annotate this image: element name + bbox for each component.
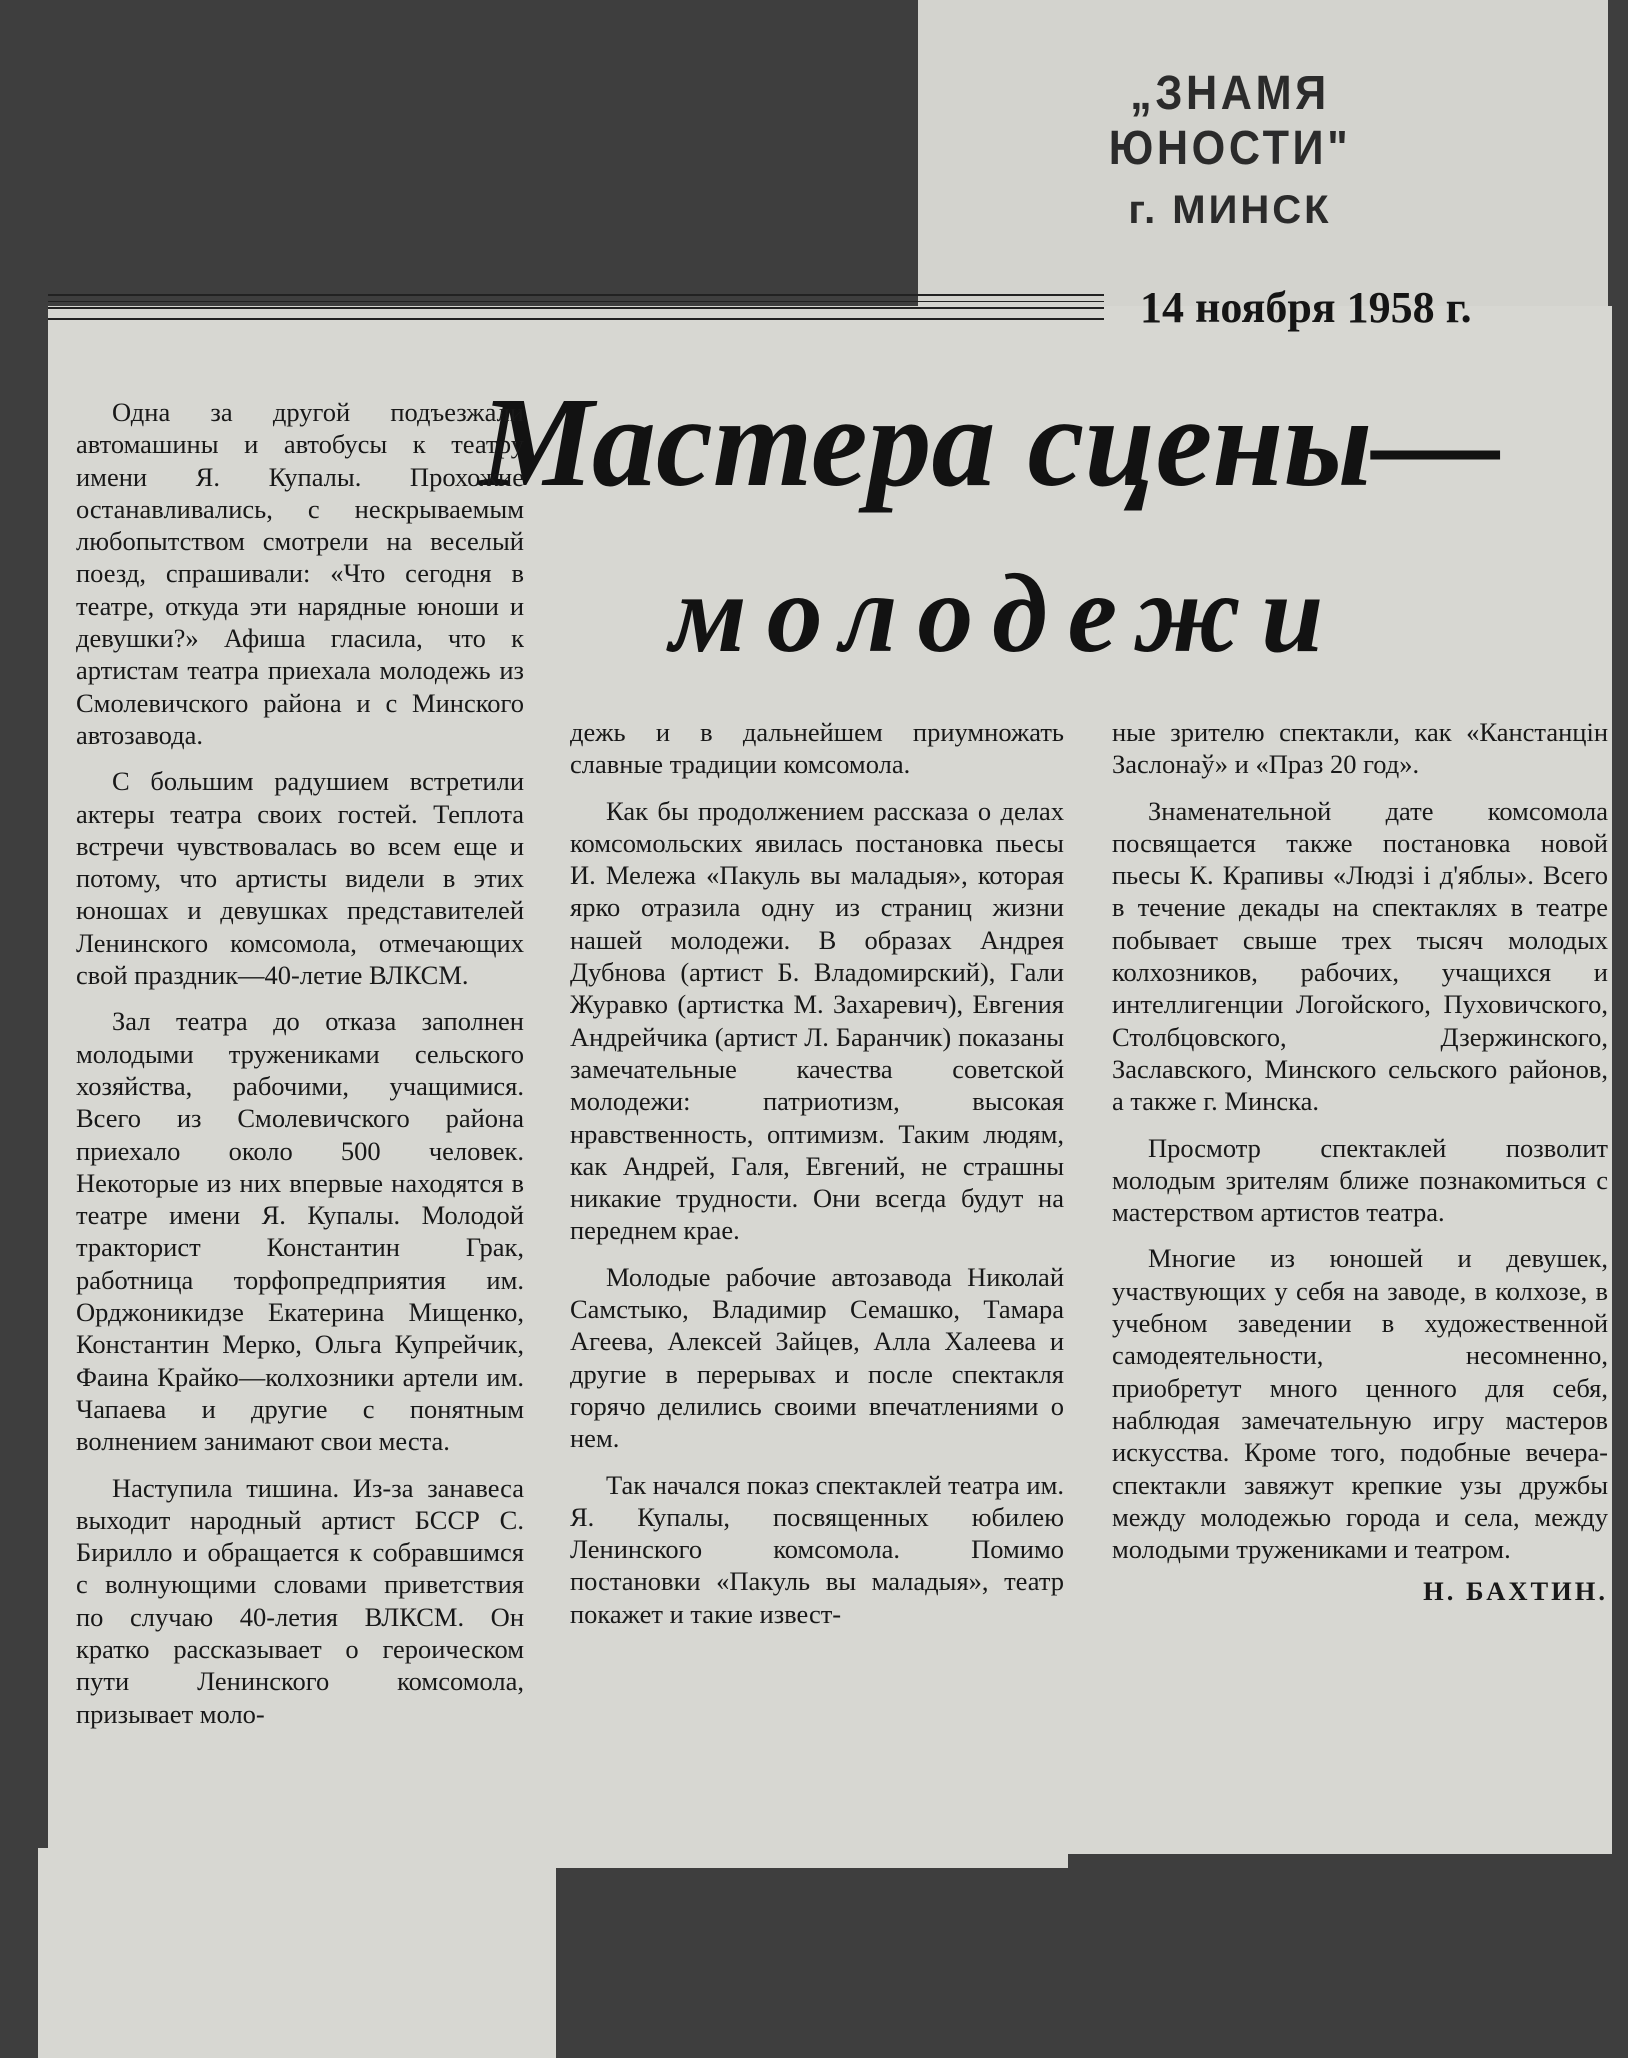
paragraph: Как бы продолжением рассказа о делах комсомольских явилась постановка пьесы И. Мележа «Пакуль вы маладыя», которая ярко отразила одну из страниц жизни нашей молодежи. В образах Андрея Дубнова (артист Б. Владомирский), Гали Журавко (артистка М. Захаревич), Евгения Андрейчика (артист Л. Баранчик) показаны замечательные качества советской молодежи: патриотизм, высокая нравственность, оптимизм. Таким людям, как Андрей, Галя, Евгений, не страшны никакие трудности. Они всегда будут на переднем крае. <box>570 795 1064 1246</box>
newspaper-name: „ЗНАМЯ ЮНОСТИ" <box>1108 67 1352 175</box>
paragraph: Зал театра до отказа заполнен молодыми тружениками сельского хозяйства, рабочими, учащимися. Всего из Смолевичского района приехало около 500 человек. Некоторые из них впервые находятся в театре имени Я. Купалы. Молодой тракторист Константин Грак, работница торфопредприятия им. Орджоникидзе Екатерина Мищенко, Константин Мерко, Ольга Купрейчик, Фаина Крайко—колхозники артели им. Чапаева и другие с понятным волнением занимают свои места. <box>76 1006 524 1457</box>
paragraph: ные зрителю спектакли, как «Канстанцін Заслонаў» и «Праз 20 год». <box>1112 717 1608 780</box>
article-column-1 <box>76 396 524 1730</box>
publication-date: 14 ноября 1958 г. <box>1140 283 1472 332</box>
header-rule-lines <box>48 294 1104 320</box>
newspaper-stamp <box>1000 66 1460 233</box>
clipping-left-tail-paper <box>38 1848 556 2058</box>
paragraph: Молодые рабочие автозавода Николай Самстыко, Владимир Семашко, Тамара Агеева, Алексей Зайцев, Алла Халеева и другие в перерывах и после спектакля горячо делились своими впечатлениями о нем. <box>570 1261 1064 1454</box>
paragraph: Одна за другой подъезжали автомашины и автобусы к театру имени Я. Купалы. Прохожие останавливались, с нескрываемым любопытством смотрели на веселый поезд, спрашивали: «Что сегодня в театре, откуда эти нарядные юноши и девушки?» Афиша гласила, что к артистам театра приехала молодежь из Смолевичского района и с Минского автозавода. <box>76 397 524 750</box>
paragraph: дежь и в дальнейшем приумножать славные традиции комсомола. <box>570 717 1064 780</box>
headline-line-2: молодежи <box>670 552 1344 676</box>
article-column-2 <box>570 716 1064 1630</box>
headline-line-1: Мастера сцены— <box>480 371 1501 513</box>
paragraph: Просмотр спектаклей позволит молодым зрителям ближе познакомиться с мастерством артистов театра. <box>1112 1132 1608 1228</box>
clipping-mid-tail-paper <box>556 1848 1068 1868</box>
article-author: Н. БАХТИН. <box>1423 1576 1608 1607</box>
paragraph: Знаменательной дате комсомола посвящается также постановка новой пьесы К. Крапивы «Людзі і д'яблы». Всего в течение декады на спектаклях в театре побывает свыше трех тысяч молодых колхозников, рабочих, учащихся и интеллигенции Логойского, Пуховичского, Столбцовского, Дзержинского, Заславского, Минского сельского районов, а также г. Минска. <box>1112 795 1608 1117</box>
paragraph: Так начался показ спектаклей театра им. Я. Купалы, посвященных юбилею Ленинского комсомола. Помимо постановки «Пакуль вы маладыя», театр покажет и такие извест- <box>570 1469 1064 1629</box>
paragraph: Многие из юношей и девушек, участвующих у себя на заводе, в колхозе, в учебном заведении в художественной самодеятельности, несомненно, приобретут много ценного для себя, наблюдая замечательную игру мастеров искусства. Кроме того, подобные вечера-спектакли завяжут крепкие узы дружбы между молодежью города и села, между молодыми тружениками и театром. <box>1112 1243 1608 1565</box>
paragraph: Наступила тишина. Из-за занавеса выходит народный артист БССР С. Бирилло и обращается к собравшимся с волнующими словами приветствия по случаю 40-летия ВЛКСМ. Он кратко рассказывает о героическом пути Ленинского комсомола, призывает моло- <box>76 1472 524 1729</box>
paragraph: С большим радушием встретили актеры театра своих гостей. Теплота встречи чувствовалась во всем еще и потому, что артисты видели в этих юношах и девушках представителей Ленинского комсомола, отмечающих свой праздник—40-летие ВЛКСМ. <box>76 766 524 991</box>
article-column-3 <box>1112 716 1608 1608</box>
newspaper-city: г. МИНСК <box>1128 188 1332 232</box>
